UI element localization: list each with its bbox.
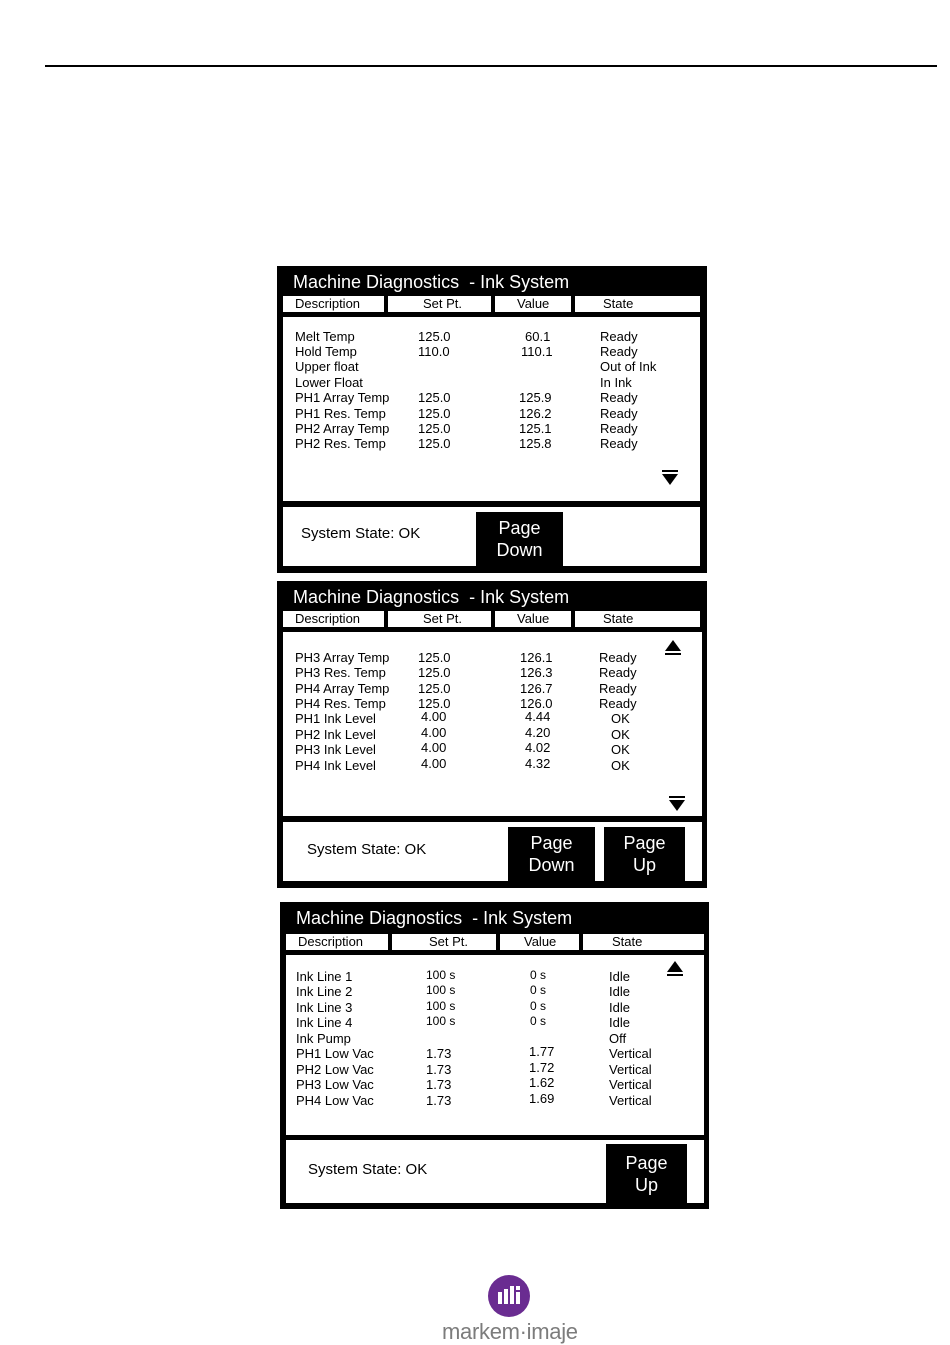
row-state: OK — [611, 742, 630, 757]
row-description: Ink Line 4 — [296, 1015, 353, 1030]
row-state: Ready — [600, 390, 638, 405]
row-description: PH3 Array Temp — [295, 650, 390, 665]
row-description: Lower Float — [295, 375, 363, 390]
page-up-button[interactable] — [606, 1144, 687, 1203]
row-state: Ready — [600, 406, 638, 421]
row-state: Vertical — [609, 1062, 652, 1077]
row-value: 0 s — [530, 1014, 547, 1028]
list-item — [295, 727, 695, 743]
panel-title: Machine Diagnostics - Ink System — [293, 272, 570, 292]
scroll-down-icon[interactable] — [662, 470, 678, 486]
row-set-point: 100 s — [426, 1014, 456, 1028]
list-item — [296, 1093, 696, 1109]
row-state: OK — [611, 727, 630, 742]
column-header-set-point: Set Pt. — [388, 611, 491, 627]
column-header-state: State — [575, 611, 700, 627]
button-label-line2: Up — [634, 1174, 658, 1195]
row-value: 0 s — [530, 983, 547, 997]
row-description: Hold Temp — [295, 344, 357, 359]
row-value: 4.44 — [525, 709, 551, 724]
column-header-value: Value — [495, 611, 571, 627]
row-set-point: 125.0 — [418, 650, 451, 665]
scroll-down-icon[interactable] — [669, 796, 685, 812]
row-set-point: 100 s — [426, 999, 456, 1013]
list-item — [295, 696, 695, 712]
diagnostics-panel-2 — [277, 581, 707, 888]
panel-title: Machine Diagnostics - Ink System — [296, 908, 573, 928]
row-value: 126.0 — [520, 696, 553, 711]
row-value: 125.8 — [519, 436, 552, 451]
row-state: Vertical — [609, 1093, 652, 1108]
row-set-point: 4.00 — [421, 725, 447, 740]
row-state: Idle — [609, 1000, 630, 1015]
row-set-point: 125.0 — [418, 421, 451, 436]
column-header-set-point: Set Pt. — [388, 296, 491, 312]
list-item — [295, 758, 695, 774]
row-description: PH1 Res. Temp — [295, 406, 386, 421]
row-set-point: 4.00 — [421, 756, 447, 771]
diagnostics-list — [286, 955, 704, 1135]
list-item — [296, 1077, 696, 1093]
row-state: Ready — [599, 650, 637, 665]
row-description: PH2 Res. Temp — [295, 436, 386, 451]
row-description: Upper float — [295, 359, 359, 374]
row-value: 125.9 — [519, 390, 552, 405]
column-header-state: State — [583, 934, 704, 950]
row-value: 4.20 — [525, 725, 551, 740]
row-value: 126.2 — [519, 406, 552, 421]
row-value: 1.62 — [529, 1075, 555, 1090]
row-set-point: 125.0 — [418, 696, 451, 711]
row-value: 126.7 — [520, 681, 553, 696]
column-header-description: Description — [283, 296, 384, 312]
row-description: Melt Temp — [295, 329, 355, 344]
row-set-point: 1.73 — [426, 1046, 452, 1061]
row-state: Ready — [600, 436, 638, 451]
row-set-point: 1.73 — [426, 1062, 452, 1077]
row-state: Idle — [609, 984, 630, 999]
status-bar — [286, 1140, 704, 1203]
column-header-value: Value — [495, 296, 571, 312]
button-label-line1: Page — [530, 833, 573, 853]
row-value: 1.69 — [529, 1091, 555, 1106]
row-state: Ready — [600, 344, 638, 359]
row-description: Ink Line 2 — [296, 984, 353, 999]
list-item — [295, 421, 695, 437]
row-value: 1.77 — [529, 1044, 555, 1059]
diagnostics-panel-3 — [280, 902, 709, 1209]
row-value: 0 s — [530, 968, 547, 982]
row-description: PH1 Array Temp — [295, 390, 390, 405]
panel-title: Machine Diagnostics - Ink System — [293, 587, 570, 607]
row-set-point: 125.0 — [418, 665, 451, 680]
system-state-label: System State: OK — [308, 1161, 428, 1178]
list-item — [296, 1015, 696, 1031]
row-set-point: 100 s — [426, 983, 456, 997]
row-state: OK — [611, 758, 630, 773]
button-label-line2: Down — [496, 540, 543, 560]
button-label-line2: Down — [528, 855, 575, 875]
row-description: PH4 Ink Level — [295, 758, 376, 773]
system-state-label: System State: OK — [301, 525, 421, 542]
diagnostics-list — [283, 317, 700, 501]
list-item — [295, 344, 695, 360]
list-item — [296, 969, 696, 985]
list-item — [295, 711, 695, 727]
row-description: Ink Pump — [296, 1031, 351, 1046]
row-value: 125.1 — [519, 421, 552, 436]
list-item — [296, 1062, 696, 1078]
row-state: Ready — [600, 329, 638, 344]
row-description: PH1 Low Vac — [296, 1046, 374, 1061]
button-label-line2: Up — [632, 855, 656, 875]
row-value: 4.32 — [525, 756, 551, 771]
status-bar — [283, 507, 700, 566]
row-state: OK — [611, 711, 630, 726]
row-description: PH3 Res. Temp — [295, 665, 386, 680]
row-set-point: 125.0 — [418, 406, 451, 421]
list-item — [295, 665, 695, 681]
row-set-point: 4.00 — [421, 740, 447, 755]
row-state: Idle — [609, 1015, 630, 1030]
row-set-point: 1.73 — [426, 1093, 452, 1108]
mi-logo-glyph-icon — [488, 1275, 530, 1317]
button-label-line1: Page — [623, 833, 666, 853]
list-item — [296, 984, 696, 1000]
row-description: PH4 Low Vac — [296, 1093, 374, 1108]
column-header-description: Description — [286, 934, 388, 950]
brand-wordmark: markem·imaje — [442, 1319, 578, 1344]
page-down-button[interactable] — [508, 827, 595, 881]
column-header-state: State — [575, 296, 700, 312]
list-item — [296, 1000, 696, 1016]
row-description: PH4 Res. Temp — [295, 696, 386, 711]
row-set-point: 125.0 — [418, 436, 451, 451]
row-description: PH3 Low Vac — [296, 1077, 374, 1092]
list-item — [295, 390, 695, 406]
list-item — [295, 650, 695, 666]
row-state: Ready — [599, 681, 637, 696]
status-bar — [283, 822, 702, 881]
column-header-set-point: Set Pt. — [392, 934, 496, 950]
row-set-point: 125.0 — [418, 329, 451, 344]
diagnostics-list — [283, 632, 702, 816]
row-value: 126.1 — [520, 650, 553, 665]
row-state: In Ink — [600, 375, 632, 390]
list-item — [296, 1031, 696, 1047]
row-description: PH4 Array Temp — [295, 681, 390, 696]
row-state: Ready — [600, 421, 638, 436]
row-value: 126.3 — [520, 665, 553, 680]
row-state: Ready — [599, 696, 637, 711]
row-description: PH2 Array Temp — [295, 421, 390, 436]
button-label-line1: Page — [498, 518, 541, 538]
row-state: Vertical — [609, 1077, 652, 1092]
list-item — [295, 436, 695, 452]
button-label-line1: Page — [625, 1152, 668, 1173]
row-set-point: 110.0 — [418, 344, 450, 359]
row-description: PH2 Ink Level — [295, 727, 376, 742]
row-set-point: 125.0 — [418, 390, 451, 405]
list-item — [295, 359, 695, 375]
row-value: 60.1 — [525, 329, 551, 344]
row-state: Ready — [599, 665, 637, 680]
list-item — [295, 406, 695, 422]
row-value: 4.02 — [525, 740, 551, 755]
row-state: Off — [609, 1031, 627, 1046]
system-state-label: System State: OK — [307, 841, 427, 858]
diagnostics-panel-1 — [277, 266, 707, 573]
row-state: Vertical — [609, 1046, 652, 1061]
row-description: PH1 Ink Level — [295, 711, 376, 726]
row-value: 110.1 — [521, 344, 553, 359]
row-state: Out of Ink — [600, 359, 657, 374]
list-item — [295, 742, 695, 758]
list-item — [295, 681, 695, 697]
page-up-button[interactable] — [604, 827, 685, 881]
row-set-point: 4.00 — [421, 709, 447, 724]
list-item — [296, 1046, 696, 1062]
row-value: 1.72 — [529, 1060, 555, 1075]
row-description: PH3 Ink Level — [295, 742, 376, 757]
row-value: 0 s — [530, 999, 547, 1013]
list-item — [295, 375, 695, 391]
row-state: Idle — [609, 969, 630, 984]
mi-logo-icon — [488, 1275, 530, 1317]
row-set-point: 125.0 — [418, 681, 451, 696]
top-rule — [45, 65, 937, 67]
column-header-value: Value — [500, 934, 579, 950]
row-set-point: 100 s — [426, 968, 456, 982]
page-down-button[interactable] — [476, 512, 563, 566]
list-item — [295, 329, 695, 345]
row-description: Ink Line 1 — [296, 969, 353, 984]
row-description: Ink Line 3 — [296, 1000, 353, 1015]
row-set-point: 1.73 — [426, 1077, 452, 1092]
column-header-description: Description — [283, 611, 384, 627]
row-description: PH2 Low Vac — [296, 1062, 374, 1077]
